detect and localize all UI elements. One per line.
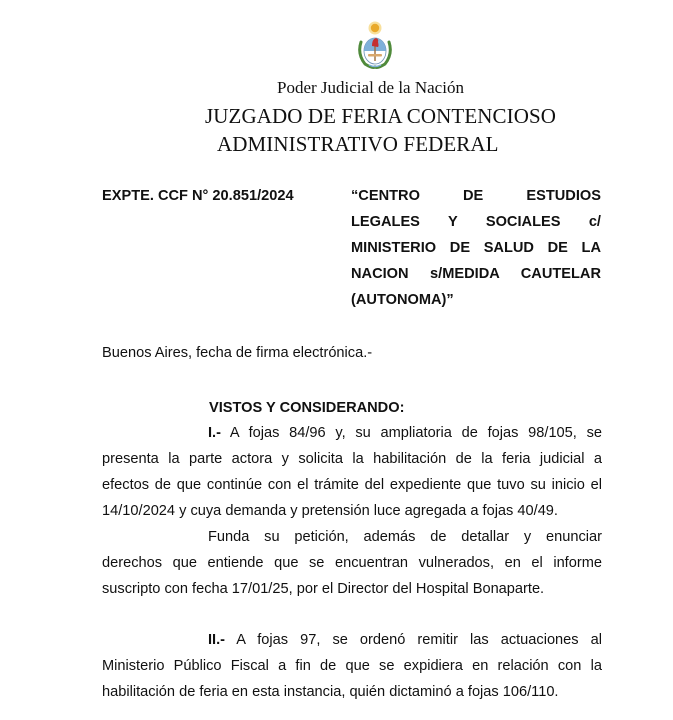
case-title-line: NACION s/MEDIDA CAUTELAR	[351, 266, 601, 282]
paragraph-line: presenta la parte actora y solicita la habilitación de la feria judicial a	[102, 451, 602, 467]
paragraph-line: 14/10/2024 y cuya demanda y pretensión luce agregada a fojas 40/49.	[102, 503, 558, 519]
case-title	[351, 183, 601, 313]
escudo-nacional-icon	[353, 20, 397, 70]
institution-name: Poder Judicial de la Nación	[277, 78, 464, 97]
paragraph-line: efectos de que continúe con el trámite del expediente que tuvo su inicio el	[102, 477, 602, 493]
paragraph-line	[102, 420, 602, 446]
court-name-line-1: JUZGADO DE FERIA CONTENCIOSO	[205, 104, 557, 128]
place-and-date: Buenos Aires, fecha de firma electrónica.-	[102, 345, 373, 361]
paragraph-line	[102, 627, 602, 653]
paragraph-line: suscripto con fecha 17/01/25, por el Director del Hospital Bonaparte.	[102, 581, 545, 597]
paragraph-number: II.-	[208, 632, 226, 648]
paragraph-i	[102, 420, 602, 524]
paragraph-number: I.-	[208, 425, 221, 441]
sol-de-mayo-icon	[369, 22, 382, 35]
case-title-line: “CENTRO DE ESTUDIOS	[351, 188, 601, 204]
section-heading: VISTOS Y CONSIDERANDO:	[209, 400, 405, 416]
case-title-line: (AUTONOMA)”	[351, 292, 454, 308]
paragraph-text: A fojas 84/96 y, su ampliatoria de fojas 98/105, se	[220, 425, 602, 441]
court-name-line-2: ADMINISTRATIVO FEDERAL	[217, 132, 499, 156]
paragraph-text: A fojas 97, se ordenó remitir las actuaciones al	[225, 632, 602, 648]
paragraph-funda	[102, 524, 602, 602]
paragraph-line: habilitación de feria en esta instancia, quién dictaminó a fojas 106/110.	[102, 684, 559, 700]
paragraph-line: Ministerio Público Fiscal a fin de que se expidiera en relación con la	[102, 658, 602, 674]
case-title-line: MINISTERIO DE SALUD DE LA	[351, 240, 601, 256]
file-number: EXPTE. CCF N° 20.851/2024	[102, 188, 294, 204]
paragraph-line: derechos que entiende que se encuentran vulnerados, en el informe	[102, 555, 602, 571]
paragraph-line: Funda su petición, además de detallar y enunciar	[208, 529, 602, 545]
paragraph-ii	[102, 627, 602, 705]
case-title-line: LEGALES Y SOCIALES c/	[351, 214, 601, 230]
